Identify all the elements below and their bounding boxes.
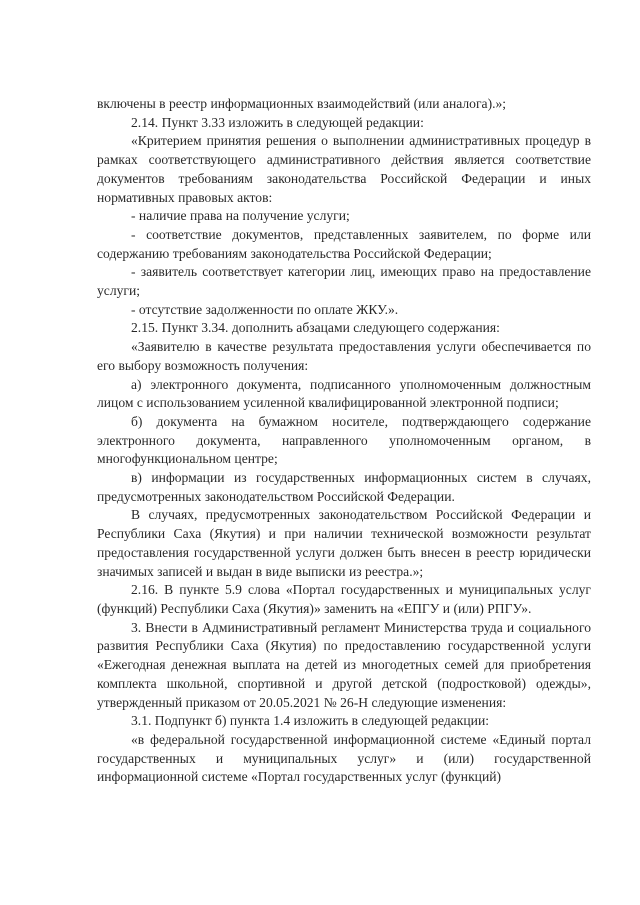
paragraph-12: В случаях, предусмотренных законодательством Российской Федерации и Республики Саха (Якутия) и при наличии технической возможности результат предоставления государственной услуги должен быть внесен в реестр юридически значимых записей и выдан в виде выписки из реестра.»;: [97, 507, 591, 579]
paragraph-16: «в федеральной государственной информационной системе «Единый портал государственных и муниципальных услуг» и (или) государственной информационной системе «Портал государственных услуг (функций): [97, 731, 591, 785]
paragraph-7: 2.15. Пункт 3.34. дополнить абзацами следующего содержания:: [131, 320, 500, 336]
paragraph-9: а) электронного документа, подписанного уполномоченным должностным лицом с использованием усиленной квалифицированной электронной подписи;: [97, 376, 591, 411]
document-body: [97, 95, 591, 787]
paragraph-13: 2.16. В пункте 5.9 слова «Портал государственных и муниципальных услуг (функций) Республики Саха (Якутия)» заменить на «ЕПГУ и (или) РПГУ».: [97, 582, 591, 616]
paragraph-8: «Заявителю в качестве результата предоставления услуги обеспечивается по его выбору возможность получения:: [97, 339, 591, 373]
paragraph-10: б) документа на бумажном носителе, подтверждающего содержание электронного документа, направленного уполномоченным органом, в многофункциональном центре;: [97, 413, 591, 467]
paragraph-0: включены в реестр информационных взаимодействий (или аналога).»;: [97, 96, 507, 111]
paragraph-14: 3. Внести в Административный регламент Министерства труда и социального развития Республики Саха (Якутия) по предоставлению государственной услуги «Ежегодная денежная выплата на детей из многодетных семей для приобретения комплекта школьной, спортивной и другой детской (подростковой) одежды», утвержденный приказом от 20.05.2021 № 26-Н следующие изменения:: [97, 619, 591, 710]
paragraph-15: 3.1. Подпункт б) пункта 1.4 изложить в следующей редакции:: [131, 713, 490, 729]
paragraph-3: - наличие права на получение услуги;: [131, 208, 350, 224]
paragraph-5: - заявитель соответствует категории лиц, имеющих право на предоставление услуги;: [97, 264, 591, 299]
paragraph-11: в) информации из государственных информационных систем в случаях, предусмотренных законодательством Российской Федерации.: [97, 470, 591, 504]
paragraph-4: - соответствие документов, представленных заявителем, по форме или содержанию требованиям законодательства Российской Федерации;: [97, 226, 591, 261]
paragraph-6: - отсутствие задолженности по оплате ЖКУ.».: [131, 301, 399, 317]
paragraph-2: «Критерием принятия решения о выполнении административных процедур в рамках соответствующего административного действия является соответствие документов требованиям законодательства Российской Федерации и иных нормативных правовых актов:: [97, 133, 591, 205]
paragraph-1: 2.14. Пункт 3.33 изложить в следующей редакции:: [131, 114, 424, 130]
